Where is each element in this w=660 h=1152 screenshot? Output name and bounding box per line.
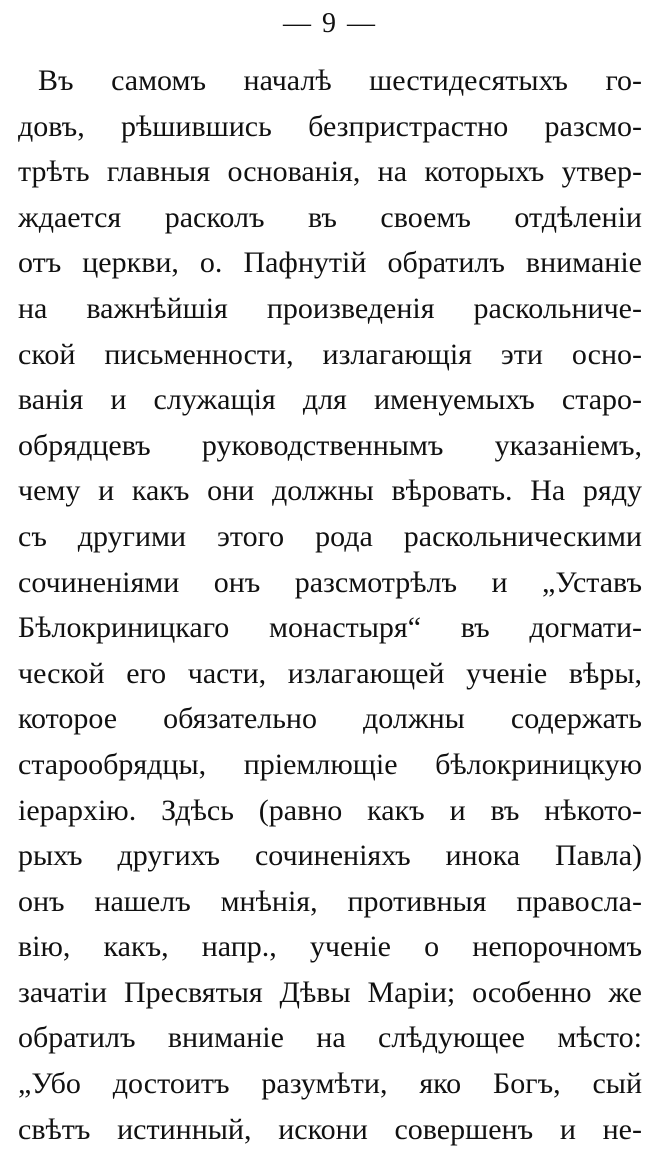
text-line: довъ, рѣшившись безпристрастно разсмо- [18, 109, 642, 143]
text-line: сочиненіями онъ разсмотрѣлъ и „Уставъ [18, 565, 642, 599]
text-line: ческой его части, излагающей ученіе вѣры, [18, 656, 642, 690]
text-line: Бѣлокриницкаго монастыря“ въ догмати- [18, 611, 642, 645]
text-line: Въ самомъ началѣ шестидесятыхъ го- [38, 64, 642, 97]
text-line: обрядцевъ руководственнымъ указаніемъ, [18, 428, 642, 462]
text-line: на важнѣйшія произведенія раскольниче- [18, 291, 642, 325]
text-line: трѣть главныя основанія, на которыхъ утвер- [18, 155, 642, 189]
text-line: рыхъ другихъ сочиненіяхъ инока Павла) [18, 839, 642, 873]
body-text [18, 58, 642, 1152]
text-line: отъ церкви, о. Пафнутій обратилъ вниманіе [18, 246, 642, 280]
text-line: свѣтъ истинный, искони совершенъ и не- [18, 1112, 642, 1146]
text-line: чему и какъ они должны вѣровать. На ряду [18, 474, 642, 508]
text-line: ской письменности, излагающія эти осно- [18, 337, 642, 371]
text-line: которое обязательно должны содержать [18, 702, 642, 736]
text-line: ждается расколъ въ своемъ отдѣленіи [18, 200, 642, 234]
text-line: іерархію. Здѣсь (равно какъ и въ нѣкото- [18, 793, 642, 827]
text-line: съ другими этого рода раскольническими [18, 519, 642, 553]
text-line: зачатіи Пресвятыя Дѣвы Маріи; особенно же [18, 975, 642, 1009]
text-line: ванія и служащія для именуемыхъ старо- [18, 383, 642, 417]
text-line: вію, какъ, напр., ученіе о непорочномъ [18, 930, 642, 964]
text-line: онъ нашелъ мнѣнія, противныя правосла- [18, 884, 642, 918]
text-line: „Убо достоитъ разумѣти, яко Богъ, сый [18, 1067, 642, 1101]
page-number: — 9 — [283, 8, 377, 39]
text-line: старообрядцы, пріемлющіе бѣлокриницкую [18, 747, 642, 781]
text-line: обратилъ вниманіе на слѣдующее мѣсто: [18, 1021, 642, 1055]
